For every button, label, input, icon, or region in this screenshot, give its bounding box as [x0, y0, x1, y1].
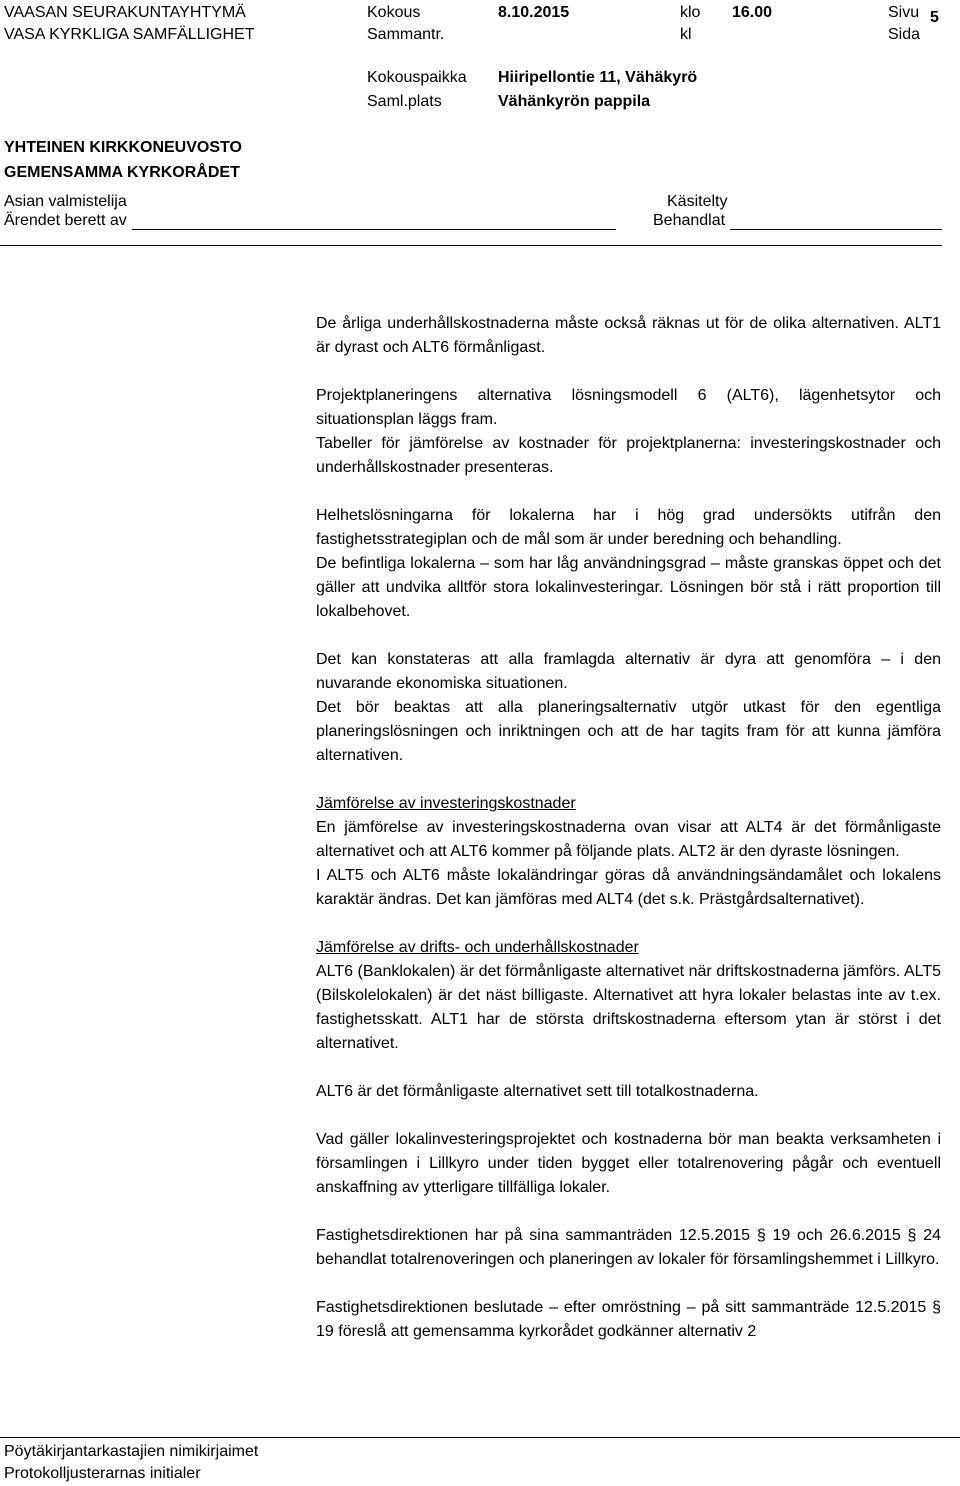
meeting-time: 16.00 — [732, 4, 773, 21]
section-heading: Jämförelse av drifts- och underhållskostnader — [316, 939, 639, 956]
meeting-date: 8.10.2015 — [498, 4, 570, 21]
paragraph: Fastighetsdirektionen har på sina sammanträden 12.5.2015 § 19 och 26.6.2015 § 24 behandlat totalrenoveringen och planeringen av lokaler för församlingshemmet i Lillkyro. — [316, 1227, 941, 1268]
paragraph: En jämförelse av investeringskostnaderna ovan visar att ALT4 är det förmånligaste alternativet och att ALT6 kommer på följande plats. ALT2 är den dyraste lösningen. — [316, 819, 941, 860]
section-heading: Jämförelse av investeringskostnader — [316, 795, 576, 812]
paragraph: ALT6 (Banklokalen) är det förmånligaste alternativet när driftskostnaderna jämförs. ALT5 (Bilskolelokalen) är det näst billigaste. Alternativet att hyra lokaler belastas inte av t.ex. fastighetsskatt. ALT1 har de största driftskostnaderna eftersom ytan är störst i det alternativet. — [316, 963, 941, 1052]
header-divider — [0, 245, 942, 246]
paragraph: Det bör beaktas att alla planeringsalternativ utgör utkast för den egentliga planeringslösningen och inriktningen och att de har tagits fram för att kunna jämföra alternativen. — [316, 699, 941, 764]
handled-label-fi: Käsitelty — [667, 193, 728, 210]
handled-label-sv: Behandlat — [653, 212, 726, 229]
footer-divider — [0, 1437, 960, 1438]
org-name-fi: VAASAN SEURAKUNTAYHTYMÄ — [4, 4, 246, 21]
paragraph: Tabeller för jämförelse av kostnader för projektplanerna: investeringskostnader och underhållskostnader presenteras. — [316, 435, 941, 476]
paragraph: Fastighetsdirektionen beslutade – efter omröstning – på sitt sammanträde 12.5.2015 § 19 föreslå att gemensamma kyrkorådet godkänner alternativ 2 — [316, 1299, 941, 1340]
page-label-sv: Sida — [888, 26, 921, 43]
place-label-sv: Saml.plats — [367, 93, 442, 110]
prepared-by-label-fi: Asian valmistelija — [4, 193, 127, 210]
prepared-by-line — [132, 229, 616, 230]
paragraph: De årliga underhållskostnaderna måste också räknas ut för de olika alternativen. ALT1 är dyrast och ALT6 förmånligast. — [316, 315, 941, 356]
time-label-fi: klo — [680, 4, 701, 21]
prepared-by-label-sv: Ärendet berett av — [4, 212, 127, 229]
paragraph: Projektplaneringens alternativa lösningsmodell 6 (ALT6), lägenhetsytor och situationsplan läggs fram. — [316, 387, 941, 428]
page-number: 5 — [930, 9, 939, 26]
place-label-fi: Kokouspaikka — [367, 69, 467, 86]
committee-name-fi: YHTEINEN KIRKKONEUVOSTO — [4, 139, 242, 156]
footer-initials-sv: Protokolljusterarnas initialer — [4, 1465, 201, 1482]
paragraph: Helhetslösningarna för lokalerna har i hög grad undersökts utifrån den fastighetsstrategiplan och de mål som är under beredning och behandling. — [316, 507, 941, 548]
time-label-sv: kl — [680, 26, 692, 43]
committee-name-sv: GEMENSAMMA KYRKORÅDET — [4, 164, 240, 181]
page-label-fi: Sivu — [888, 4, 920, 21]
meeting-label-sv: Sammantr. — [367, 26, 445, 43]
paragraph: Vad gäller lokalinvesteringsprojektet och kostnaderna bör man beakta verksamheten i församlingen i Lillkyro under tiden bygget eller totalrenovering pågår och eventuell anskaffning av ytterligare tillfälliga lokaler. — [316, 1131, 941, 1196]
footer-initials-fi: Pöytäkirjantarkastajien nimikirjaimet — [4, 1443, 259, 1460]
place-name: Vähänkyrön pappila — [498, 93, 651, 110]
org-name-sv: VASA KYRKLIGA SAMFÄLLIGHET — [4, 26, 255, 43]
meeting-label-fi: Kokous — [367, 4, 421, 21]
body-text — [316, 312, 941, 1344]
place-address: Hiiripellontie 11, Vähäkyrö — [498, 69, 698, 86]
paragraph: Det kan konstateras att alla framlagda alternativ är dyra att genomföra – i den nuvarande ekonomiska situationen. — [316, 651, 941, 692]
paragraph: I ALT5 och ALT6 måste lokaländringar göras då användningsändamålet och lokalens karaktär ändras. Det kan jämföras med ALT4 (det s.k. Prästgårdsalternativet). — [316, 867, 941, 908]
paragraph: De befintliga lokalerna – som har låg användningsgrad – måste granskas öppet och det gäller att undvika alltför stora lokalinvesteringar. Lösningen bör stå i rätt proportion till lokalbehovet. — [316, 555, 941, 620]
handled-line — [730, 229, 942, 230]
paragraph: ALT6 är det förmånligaste alternativet sett till totalkostnaderna. — [316, 1083, 759, 1100]
